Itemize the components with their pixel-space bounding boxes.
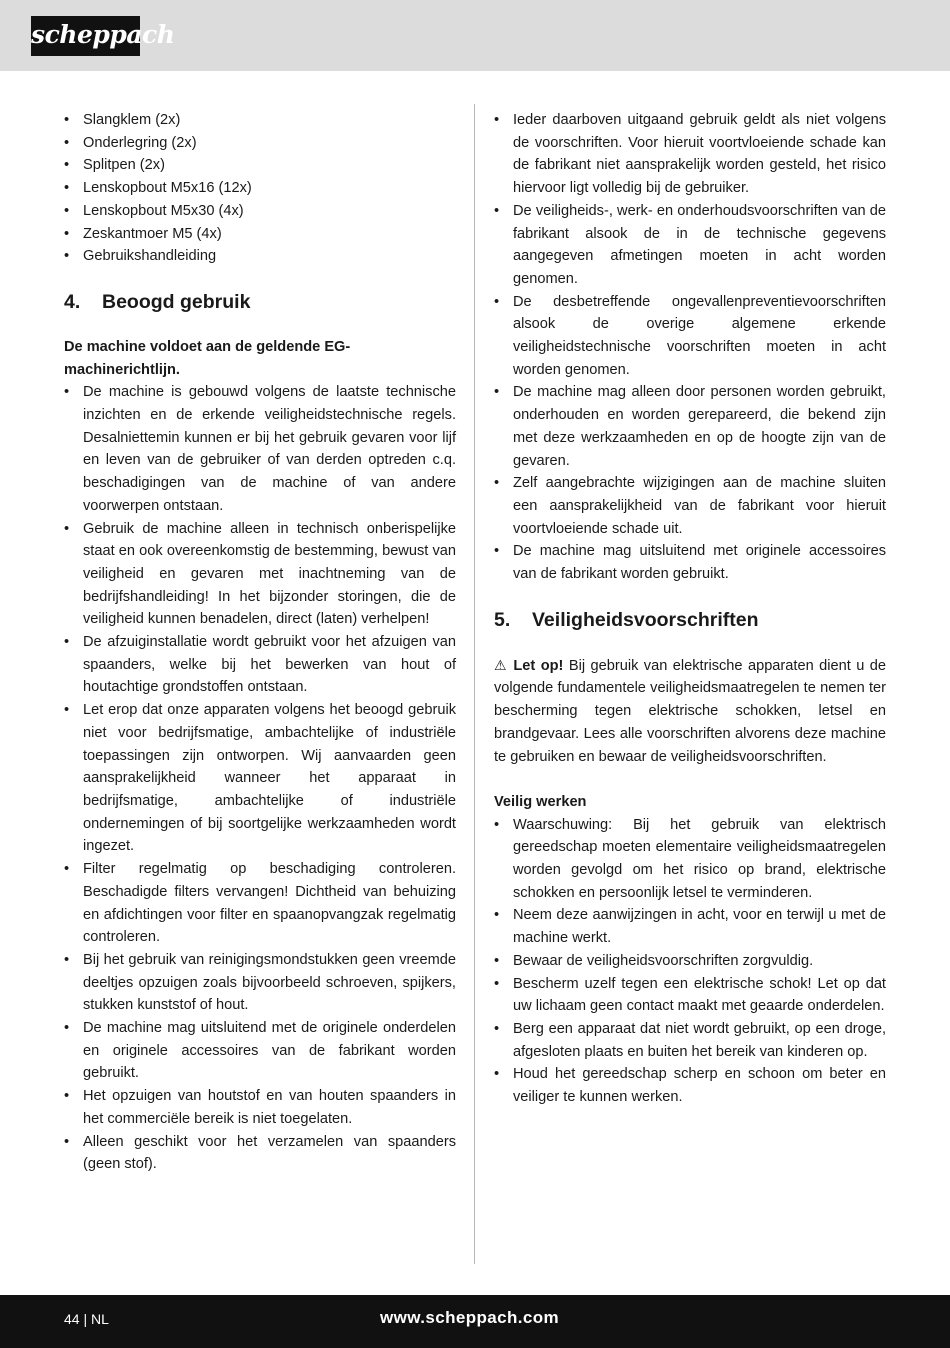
list-item: • Filter regelmatig op beschadiging controleren. Beschadigde filters vervangen! Dichtheid van behuizing en afdichtingen voor filter en spaanopvangzak regelmatig controleren. bbox=[64, 858, 456, 949]
list-item: • Houd het gereedschap scherp en schoon om beter en veiliger te kunnen werken. bbox=[494, 1063, 886, 1108]
section-number: 4. bbox=[64, 290, 81, 313]
section-title: Veiligheidsvoorschriften bbox=[532, 608, 759, 631]
safe-work-list bbox=[494, 814, 886, 1109]
warning-triangle-icon: ⚠ bbox=[494, 656, 508, 673]
list-item: • Het opzuigen van houtstof en van houten spaanders in het commerciële bereik is niet toegelaten. bbox=[64, 1085, 456, 1130]
safe-work-heading: Veilig werken bbox=[494, 793, 587, 810]
list-item: • Berg een apparaat dat niet wordt gebruikt, op een droge, afgesloten plaats en buiten het bereik van kinderen op. bbox=[494, 1018, 886, 1063]
warning-paragraph bbox=[494, 654, 886, 769]
list-item: • De machine mag alleen door personen worden gebruikt, onderhouden en worden gerepareerd, die bekend zijn met deze werkzaamheden en op de hoogte zijn van de gevaren. bbox=[494, 381, 886, 472]
brand-logo: scheppach bbox=[31, 16, 140, 56]
list-item: • Zelf aangebrachte wijzigingen aan de machine sluiten een aansprakelijkheid van de fabrikant voor hieruit voortvloeiende schade uit. bbox=[494, 472, 886, 540]
list-item: • Waarschuwing: Bij het gebruik van elektrisch gereedschap moeten elementaire veiligheidsmaatregelen worden gevolgd om het risico op brand, elektrische schokken en persoonlijk letsel te verminderen. bbox=[494, 814, 886, 905]
page-header bbox=[0, 0, 950, 71]
page-footer bbox=[0, 1295, 950, 1348]
list-item: • Splitpen (2x) bbox=[64, 154, 456, 177]
section-title: Beoogd gebruik bbox=[102, 290, 251, 313]
list-item: • Bij het gebruik van reinigingsmondstukken geen vreemde deeltjes opzuigen zoals bijvoorbeeld schroeven, spijkers, stukken kunststof of hout. bbox=[64, 949, 456, 1017]
section-5-heading bbox=[494, 608, 886, 632]
column-divider bbox=[474, 104, 475, 1264]
warning-text: Bij gebruik van elektrische apparaten dient u de volgende fundamentele veiligheidsmaatregelen te nemen ter bescherming tegen elektrische schokken, letsel en brandgevaar. Lees alle voorschriften alvorens deze machine te gebruiken en bewaar de veiligheidsvoorschriften. bbox=[494, 657, 886, 765]
section-4-heading bbox=[64, 290, 456, 314]
list-item: • Gebruikshandleiding bbox=[64, 245, 456, 268]
page-number: 44 | NL bbox=[64, 1311, 109, 1327]
warning-label: Let op! bbox=[513, 657, 564, 674]
list-item: • De veiligheids-, werk- en onderhoudsvoorschriften van de fabrikant alsook de in de technische gegevens aangegeven afmetingen moeten in acht worden genomen. bbox=[494, 200, 886, 291]
list-item: • Bewaar de veiligheidsvoorschriften zorgvuldig. bbox=[494, 950, 886, 973]
list-item: • Lenskopbout M5x16 (12x) bbox=[64, 177, 456, 200]
parts-list bbox=[64, 109, 456, 268]
list-item: • De machine mag uitsluitend met de originele onderdelen en originele accessoires van de fabrikant worden gebruikt. bbox=[64, 1017, 456, 1085]
list-item: • Bescherm uzelf tegen een elektrische schok! Let op dat uw lichaam geen contact maakt met geaarde onderdelen. bbox=[494, 973, 886, 1018]
list-item: • Lenskopbout M5x30 (4x) bbox=[64, 200, 456, 223]
list-item: • Ieder daarboven uitgaand gebruik geldt als niet volgens de voorschriften. Voor hieruit voortvloeiende schade kan de fabrikant niet aansprakelijk worden gesteld, het risico hiervoor ligt volledig bij de gebruiker. bbox=[494, 109, 886, 200]
list-item: • Neem deze aanwijzingen in acht, voor en terwijl u met de machine werkt. bbox=[494, 904, 886, 949]
list-item: • De machine mag uitsluitend met originele accessoires van de fabrikant worden gebruikt. bbox=[494, 540, 886, 585]
section-number: 5. bbox=[494, 608, 511, 631]
list-item: • Zeskantmoer M5 (4x) bbox=[64, 223, 456, 246]
list-item: • Onderlegring (2x) bbox=[64, 132, 456, 155]
usage-rules-list bbox=[494, 109, 886, 586]
list-item: • Gebruik de machine alleen in technisch onberispelijke staat en ook overeenkomstig de bestemming, bewust van veiligheid en gevaren met inachtneming van de bedrijfshandleiding! In het bijzonder storingen, die de veiligheid kunnen benadelen, direct (laten) verhelpen! bbox=[64, 518, 456, 632]
intro-statement: De machine voldoet aan de geldende EG-machinerichtlijn. bbox=[64, 338, 351, 378]
left-column bbox=[64, 109, 456, 1176]
website-link[interactable]: www.scheppach.com bbox=[380, 1308, 560, 1327]
list-item: • Alleen geschikt voor het verzamelen van spaanders (geen stof). bbox=[64, 1131, 456, 1176]
intended-use-list bbox=[64, 381, 456, 1176]
list-item: • Slangklem (2x) bbox=[64, 109, 456, 132]
list-item: • De machine is gebouwd volgens de laatste technische inzichten en de erkende veiligheidstechnische regels. Desalniettemin kunnen er bij het gebruik gevaren voor lijf en leven van de gebruiker of van derden optreden c.q. beschadigingen van de machine of van andere voorwerpen ontstaan. bbox=[64, 381, 456, 517]
list-item: • De afzuiginstallatie wordt gebruikt voor het afzuigen van spaanders, welke bij het bewerken van hout of houtachtige grondstoffen ontstaan. bbox=[64, 631, 456, 699]
list-item: • Let erop dat onze apparaten volgens het beoogd gebruik niet voor bedrijfsmatige, ambachtelijke of industriële toepassingen zijn ontworpen. Wij aanvaarden geen aansprakelijkheid wanneer het apparaat in bedrijfsmatige, ambachtelijke of industriële ondernemingen of bij soortgelijke werkzaamheden wordt ingezet. bbox=[64, 699, 456, 858]
list-item: • De desbetreffende ongevallenpreventievoorschriften alsook de overige algemene erkende veiligheidstechnische voorschriften moeten in acht worden genomen. bbox=[494, 291, 886, 382]
right-column bbox=[494, 109, 886, 1109]
